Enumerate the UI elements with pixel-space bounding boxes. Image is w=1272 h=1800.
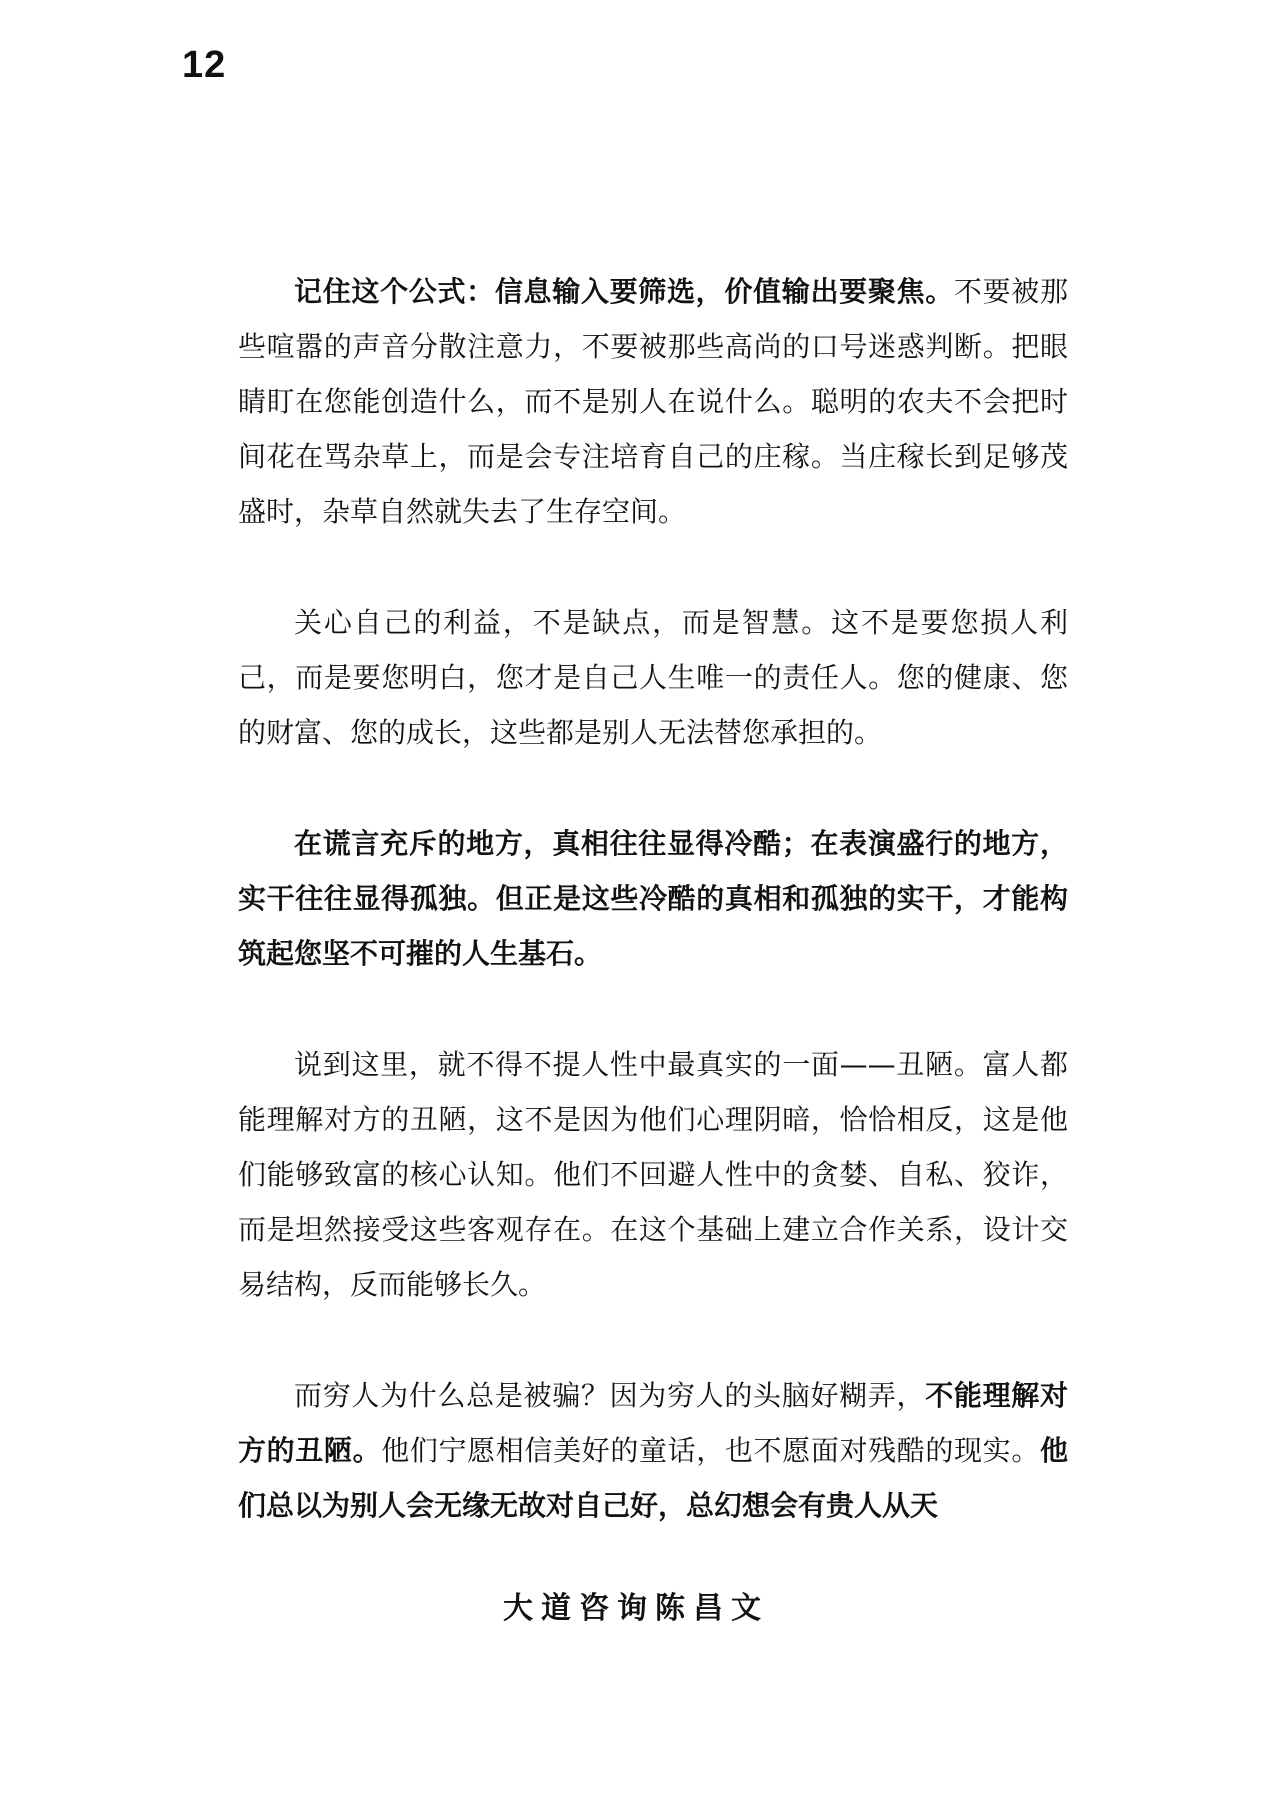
text-segment: 不要被那些喧嚣的声音分散注意力，不要被那些高尚的口号迷惑判断。把眼睛盯在您能创造什么，而不是别人在说什么。聪明的农夫不会把时间花在骂杂草上，而是会专注培育自己的庄稼。当庄稼长到足够茂盛时，杂草自然就失去了生存空间。 <box>238 275 1068 528</box>
paragraph-5 <box>238 1368 1068 1533</box>
paragraph-3 <box>238 816 1068 981</box>
body-text <box>238 264 1068 1533</box>
text-segment: 不能理解对方的丑陋。 <box>238 1379 1068 1467</box>
text-segment: 他们总以为别人会无缘无故对自己好，总幻想会有贵人从天 <box>238 1434 1068 1522</box>
text-segment: 说到这里，就不得不提人性中最真实的一面——丑陋。富人都能理解对方的丑陋，这不是因为他们心理阴暗，恰恰相反，这是他们能够致富的核心认知。他们不回避人性中的贪婪、自私、狡诈，而是坦然接受这些客观存在。在这个基础上建立合作关系，设计交易结构，反而能够长久。 <box>238 1048 1068 1301</box>
page-number: 12 <box>182 44 227 86</box>
text-segment: 而穷人为什么总是被骗？因为穷人的头脑好糊弄， <box>294 1379 926 1412</box>
footer-signature: 大道咨询陈昌文 <box>503 1591 769 1626</box>
text-segment: 记住这个公式：信息输入要筛选，价值输出要聚焦。 <box>294 275 954 308</box>
paragraph-4 <box>238 1037 1068 1312</box>
text-segment: 在谎言充斥的地方，真相往往显得冷酷；在表演盛行的地方，实干往往显得孤独。但正是这些冷酷的真相和孤独的实干，才能构筑起您坚不可摧的人生基石。 <box>238 827 1068 970</box>
paragraph-1 <box>238 264 1068 539</box>
paragraph-2 <box>238 595 1068 760</box>
text-segment: 他们宁愿相信美好的童话，也不愿面对残酷的现实。 <box>381 1434 1040 1467</box>
text-segment: 关心自己的利益，不是缺点，而是智慧。这不是要您损人利己，而是要您明白，您才是自己人生唯一的责任人。您的健康、您的财富、您的成长，这些都是别人无法替您承担的。 <box>238 606 1068 749</box>
